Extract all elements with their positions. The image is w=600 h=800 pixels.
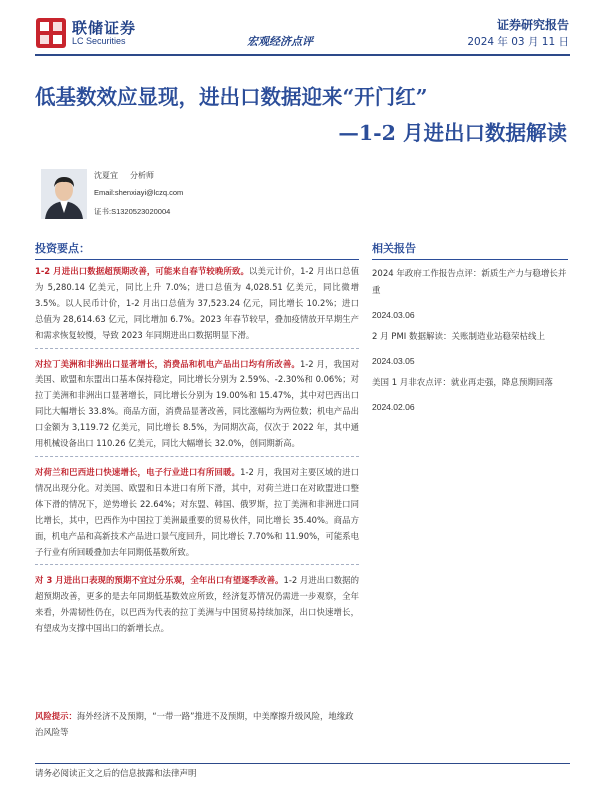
column-name: 宏观经济点评 xyxy=(247,35,313,48)
key-point-body: 1-2 月，我国对美国、欧盟和东盟出口基本保持稳定，同比增长分别为 2.59%、-2.30%和 0.06%；对拉丁美洲和非洲出口显著增长，同比增长分别为 19.00%和 15.47%，其中对巴西出口同比大幅增长 33.8%。商品方面，消费品显著改善，同比涨幅均为两位数；机电产品出口金额为 3,119.72 亿美元，同比增长 8.5%，为同期次高，仅次于 2022 年，其中通用机械设备出口 110.26 亿美元，同比大幅增长 32.0%，创同期新高。 xyxy=(35,358,360,449)
key-point-lead: 对荷兰和巴西进口快速增长，电子行业进口有所回暖。 xyxy=(35,466,241,477)
related-report-date: 2024.03.06 xyxy=(372,310,415,320)
key-points-title: 投资要点： xyxy=(35,242,90,255)
report-type: 证券研究报告 xyxy=(496,18,569,32)
report-title: 低基数效应显现，进出口数据迎来“开门红” xyxy=(35,85,428,109)
related-report-title[interactable]: 2 月 PMI 数据解读：关账制造业站稳荣枯线上 xyxy=(372,332,545,342)
report-subtitle: —1-2 月进出口数据解读 xyxy=(338,121,567,145)
key-point-lead: 对 3 月进出口表现的预期不宜过分乐观，全年出口有望逐季改善。 xyxy=(35,575,284,586)
related-report-title[interactable]: 美国 1 月非农点评：就业再走强，降息预期回落 xyxy=(372,378,553,388)
section-divider xyxy=(35,259,359,260)
related-reports-section xyxy=(372,240,568,421)
related-report-item[interactable] xyxy=(372,266,568,323)
lc-logo-icon xyxy=(36,18,66,48)
key-point-paragraph xyxy=(35,465,359,565)
key-point-lead: 1-2 月进出口数据超预期改善，可能来自春节较晚所致。 xyxy=(35,266,250,276)
key-point-body: 1-2 月进出口数据的超预期改善，更多的是去年同期低基数效应所致，经济复苏情况仍需进一步观察，全年来看，外需韧性仍在，以巴西为代表的拉丁美洲与中国贸易持续加深，出口快速增长，有望成为支撑中国出口的新增长点。 xyxy=(35,575,359,634)
risk-label: 风险提示： xyxy=(35,711,77,721)
key-point-body: 以美元计价，1-2 月出口总值为 5,280.14 亿美元，同比上升 7.0%；进口总值为 4,028.51 亿美元，同比微增 3.5%。以人民币计价，1-2 月出口总值为 37,523.24 亿元，同比增长 10.2%；进口总值为 28,614.63 亿元，同比增加 6.7%。2023 年春节较早，叠加疫情放开早期生产和需求恢复较慢，导致 2023 年同期进出口数据明显下滑。 xyxy=(35,266,360,340)
key-point-lead: 对拉丁美洲和非洲出口显著增长，消费品和机电产品出口均有所改善。 xyxy=(35,358,300,369)
key-point-paragraph xyxy=(35,264,359,349)
key-point-paragraph xyxy=(35,357,359,457)
key-points-section xyxy=(35,240,359,649)
footer-divider xyxy=(35,763,570,764)
analyst-photo xyxy=(41,169,87,219)
analyst-role: 分析师 xyxy=(130,171,154,180)
risk-warning xyxy=(35,708,359,740)
analyst-email[interactable]: Email:shenxiayi@lczq.com xyxy=(94,188,184,197)
risk-text: 海外经济不及预期，“一带一路”推进不及预期，中美摩擦升级风险，地缘政治风险等 xyxy=(35,711,354,737)
related-reports-title: 相关报告 xyxy=(372,242,416,255)
logo-text-cn: 联储证券 xyxy=(72,19,137,37)
key-point-paragraph xyxy=(35,573,359,641)
related-report-item[interactable] xyxy=(372,329,568,369)
header-divider xyxy=(35,54,570,56)
report-date: 2024 年 03 月 11 日 xyxy=(467,36,569,48)
related-report-item[interactable] xyxy=(372,375,568,415)
related-report-title[interactable]: 2024 年政府工作报告点评：新质生产力与稳增长并重 xyxy=(372,269,567,296)
section-divider xyxy=(372,259,568,260)
page-header xyxy=(0,0,600,58)
analyst-name: 沈夏宜 xyxy=(94,171,118,180)
logo-text-en: LC Securities xyxy=(72,36,126,46)
key-point-body: 1-2 月，我国对主要区域的进口情况出现分化。对美国、欧盟和日本进口有所下滑，其中，对荷兰进口在对欧盟进口整体下滑的情况下，逆势增长 22.64%；对东盟、韩国、俄罗斯，拉丁美洲和非洲进口同比增长，其中，巴西作为中国拉丁美洲最重要的贸易伙伴，同比增长 35.40%。商品方面，机电产品和高新技术产品进口景气度回升，同比增长 7.70%和 11.90%，可能系电子行业有所回暖叠加去年同期低基数所致。 xyxy=(35,466,360,557)
related-report-date: 2024.02.06 xyxy=(372,402,415,412)
analyst-certificate: 证书:S1320523020004 xyxy=(94,207,171,216)
related-report-date: 2024.03.05 xyxy=(372,356,415,366)
person-icon xyxy=(41,169,87,219)
disclaimer-footer: 请务必阅读正文之后的信息披露和法律声明 xyxy=(35,769,197,779)
